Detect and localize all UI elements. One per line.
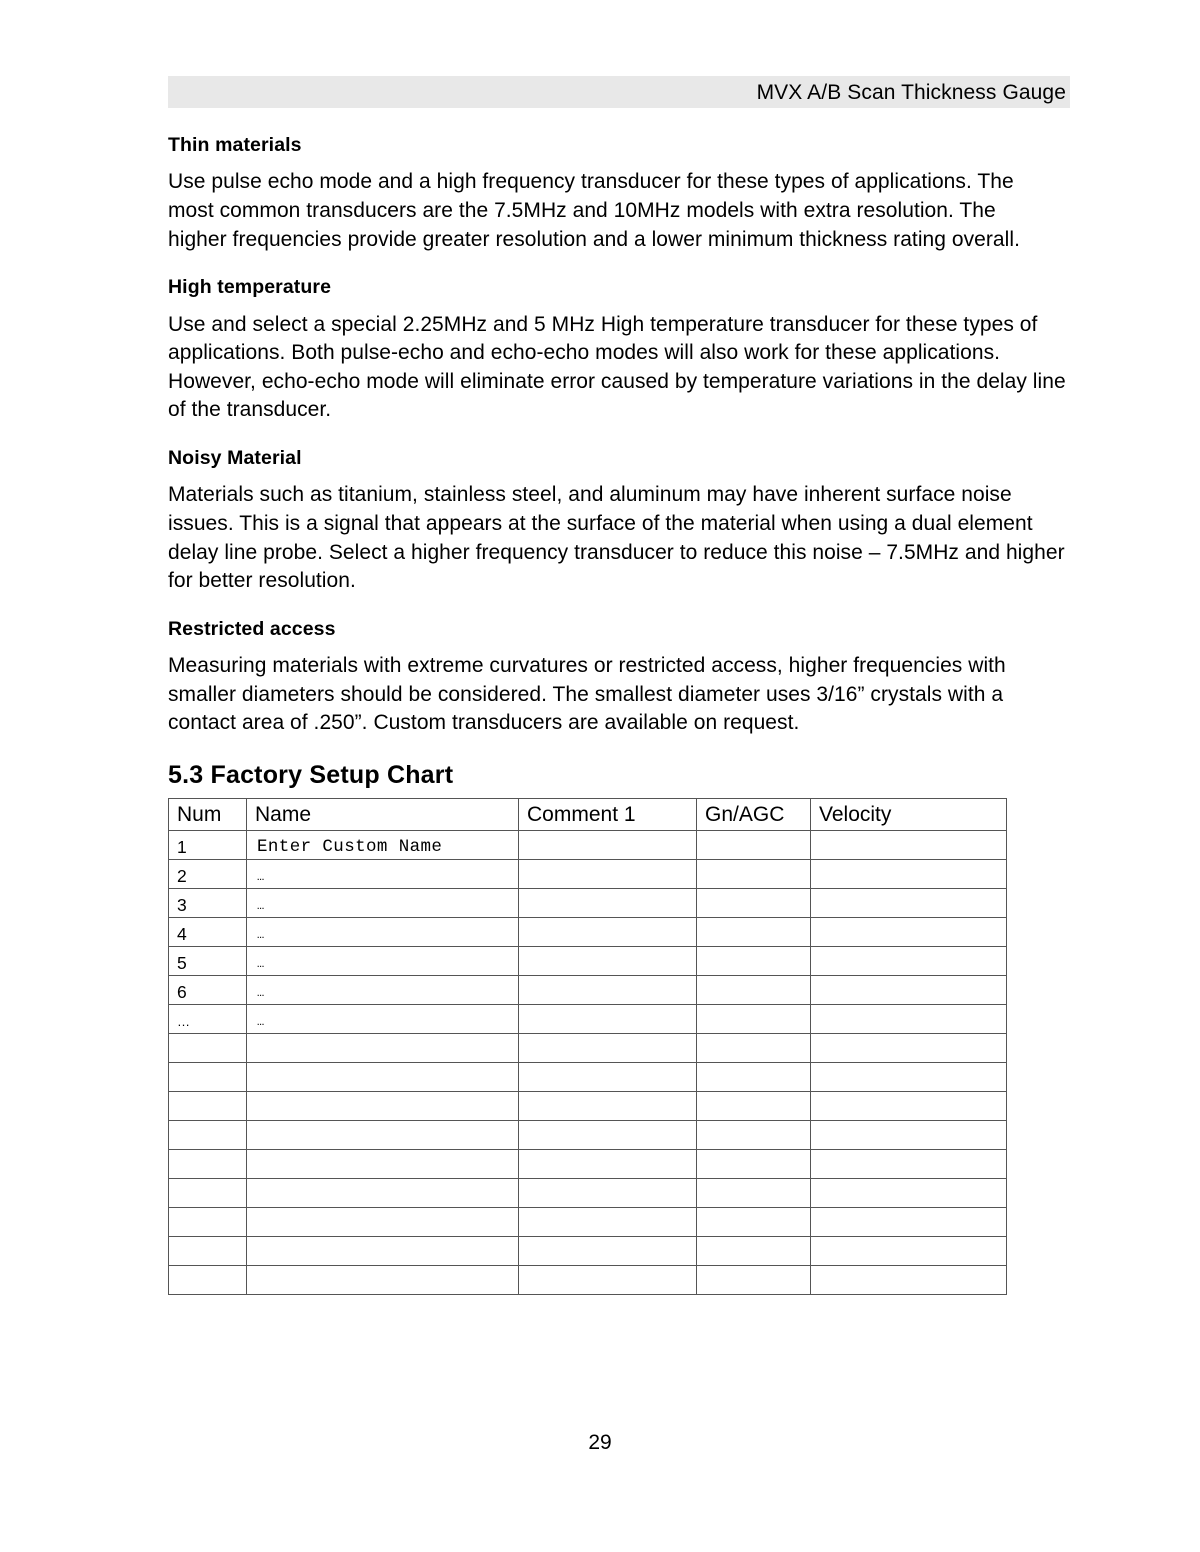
table-cell-num-value: 2 (177, 865, 187, 886)
table-cell-velocity[interactable] (811, 1092, 1007, 1121)
table-cell-velocity[interactable] (811, 1208, 1007, 1237)
table-cell-num-value: 4 (177, 923, 187, 944)
table-header-label-name: Name (255, 803, 312, 826)
table-cell-gn-agc[interactable] (697, 1005, 811, 1034)
table-cell-name[interactable] (247, 1208, 519, 1237)
table-cell-gn-agc[interactable] (697, 976, 811, 1005)
paragraph-noisy-material: Materials such as titanium, stainless steel, and aluminum may have inherent surface noise issues. This is a signal that appears at the surface of the material when using a dual element delay line probe. Select a higher frequency transducer to reduce this noise – 7.5MHz and higher for better resolution. (168, 483, 1065, 593)
table-row (169, 1005, 1007, 1034)
table-cell-name[interactable] (247, 1063, 519, 1092)
table-header-label-velocity: Velocity (819, 803, 892, 826)
table-cell-name[interactable] (247, 1237, 519, 1266)
table-cell-num[interactable] (169, 947, 247, 976)
table-cell-name-value: … (257, 1015, 265, 1029)
paragraph-restricted-access: Measuring materials with extreme curvatures or restricted access, higher frequencies with smaller diameters should be considered. The smallest diameter uses 3/16” crystals with a contact area of .250”. Custom transducers are available on request. (168, 654, 1006, 735)
table-cell-num[interactable] (169, 1092, 247, 1121)
table-header-row (169, 799, 1007, 831)
table-cell-velocity[interactable] (811, 889, 1007, 918)
table-cell-name-value (247, 1293, 518, 1294)
table-cell-velocity[interactable] (811, 918, 1007, 947)
table-row (169, 889, 1007, 918)
table-cell-gn-agc[interactable] (697, 1237, 811, 1266)
heading-high-temperature: High temperature (168, 276, 332, 299)
table-cell-velocity[interactable] (811, 976, 1007, 1005)
table-cell-velocity[interactable] (811, 860, 1007, 889)
paragraph-high-temperature: Use and select a special 2.25MHz and 5 MHz High temperature transducer for these types of applications. Both pulse-echo and echo-echo modes will also work for these applications. However, echo-echo mode will eliminate error caused by temperature variations in the delay line of the transducer. (168, 312, 1066, 422)
table-cell-velocity[interactable] (811, 831, 1007, 860)
table-row (169, 1179, 1007, 1208)
table-cell-gn-agc[interactable] (697, 1266, 811, 1295)
table-cell-comment1[interactable] (519, 1063, 697, 1092)
table-cell-gn-agc[interactable] (697, 1150, 811, 1179)
table-cell-gn-agc[interactable] (697, 947, 811, 976)
table-cell-comment1[interactable] (519, 1266, 697, 1295)
table-cell-num-value: 6 (177, 981, 187, 1002)
table-cell-comment1[interactable] (519, 1092, 697, 1121)
table-row (169, 1121, 1007, 1150)
table-cell-velocity[interactable] (811, 1005, 1007, 1034)
table-header-label-num: Num (177, 803, 222, 826)
table-cell-gn-agc[interactable] (697, 831, 811, 860)
table-cell-gn-agc-value (697, 1293, 810, 1294)
table-cell-num[interactable] (169, 1179, 247, 1208)
table-cell-comment1[interactable] (519, 831, 697, 860)
table-cell-velocity[interactable] (811, 1121, 1007, 1150)
table-cell-gn-agc[interactable] (697, 889, 811, 918)
table-cell-num[interactable] (169, 918, 247, 947)
table-cell-comment1[interactable] (519, 1150, 697, 1179)
table-cell-velocity[interactable] (811, 947, 1007, 976)
table-cell-name[interactable] (247, 1092, 519, 1121)
heading-noisy-material: Noisy Material (168, 447, 302, 469)
table-cell-comment1[interactable] (519, 947, 697, 976)
table-cell-num[interactable] (169, 1150, 247, 1179)
table-header-cell-name (247, 799, 519, 831)
table-cell-comment1[interactable] (519, 1121, 697, 1150)
table-cell-gn-agc[interactable] (697, 1121, 811, 1150)
table-cell-name[interactable] (247, 831, 519, 860)
table-cell-num-value: 3 (177, 894, 187, 915)
table-cell-name[interactable] (247, 1179, 519, 1208)
page-header-title: MVX A/B Scan Thickness Gauge (756, 80, 1066, 104)
table-cell-velocity[interactable] (811, 1034, 1007, 1063)
table-cell-comment1[interactable] (519, 1179, 697, 1208)
table-cell-num[interactable] (169, 1063, 247, 1092)
table-cell-num[interactable] (169, 889, 247, 918)
table-cell-comment1[interactable] (519, 1237, 697, 1266)
table-row (169, 1208, 1007, 1237)
heading-restricted-access: Restricted access (168, 617, 336, 640)
heading-thin-materials: Thin materials (168, 134, 302, 156)
table-row (169, 1092, 1007, 1121)
table-header-label-comment1: Comment 1 (527, 803, 636, 826)
table-cell-gn-agc[interactable] (697, 1208, 811, 1237)
table-row (169, 1063, 1007, 1092)
table-cell-name-value: … (257, 928, 265, 942)
table-cell-gn-agc[interactable] (697, 1179, 811, 1208)
table-cell-num-value (169, 1293, 246, 1294)
table-cell-name[interactable] (247, 976, 519, 1005)
table-cell-num[interactable] (169, 1266, 247, 1295)
table-cell-name[interactable] (247, 1121, 519, 1150)
table-header-cell-gn-agc (697, 799, 811, 831)
table-cell-comment1[interactable] (519, 1034, 697, 1063)
table-cell-comment1[interactable] (519, 860, 697, 889)
table-cell-name[interactable] (247, 1266, 519, 1295)
table-cell-num[interactable] (169, 976, 247, 1005)
table-row (169, 947, 1007, 976)
table-cell-num[interactable] (169, 860, 247, 889)
table-cell-name-value: … (257, 899, 265, 913)
table-cell-name-value: … (257, 986, 265, 1000)
table-header-cell-comment1 (519, 799, 697, 831)
table-cell-gn-agc[interactable] (697, 918, 811, 947)
page-number: 29 (588, 1431, 612, 1454)
table-header-cell-num (169, 799, 247, 831)
table-cell-gn-agc[interactable] (697, 1092, 811, 1121)
table-cell-name[interactable] (247, 918, 519, 947)
table-cell-comment1-value (519, 1293, 696, 1294)
section-heading-factory-setup-chart: 5.3 Factory Setup Chart (168, 761, 454, 789)
table-cell-velocity[interactable] (811, 1063, 1007, 1092)
table-cell-name[interactable] (247, 1005, 519, 1034)
page-content (168, 134, 1066, 1295)
table-cell-num[interactable] (169, 1034, 247, 1063)
table-cell-num-value: 5 (177, 952, 187, 973)
page-header-band (168, 76, 1070, 108)
table-cell-comment1[interactable] (519, 918, 697, 947)
table-cell-name-value: … (257, 957, 265, 971)
table-cell-name[interactable] (247, 1034, 519, 1063)
table-cell-name[interactable] (247, 860, 519, 889)
table-row (169, 831, 1007, 860)
factory-setup-table-body (169, 831, 1007, 1295)
table-cell-num[interactable] (169, 1121, 247, 1150)
table-cell-name[interactable] (247, 889, 519, 918)
table-row (169, 1237, 1007, 1266)
table-cell-num[interactable] (169, 1237, 247, 1266)
table-cell-velocity[interactable] (811, 1237, 1007, 1266)
table-cell-comment1[interactable] (519, 1208, 697, 1237)
table-cell-num[interactable] (169, 1208, 247, 1237)
table-cell-gn-agc[interactable] (697, 1063, 811, 1092)
table-cell-name-value: Enter Custom Name (257, 836, 443, 857)
factory-setup-table (168, 798, 1007, 1295)
table-row (169, 1150, 1007, 1179)
table-cell-comment1[interactable] (519, 1005, 697, 1034)
paragraph-thin-materials: Use pulse echo mode and a high frequency transducer for these types of applications. The most common transducers are the 7.5MHz and 10MHz models with extra resolution. The higher frequencies provide greater resolution and a lower minimum thickness rating overall. (168, 170, 1020, 251)
table-cell-velocity-value (811, 1293, 1006, 1294)
table-cell-velocity[interactable] (811, 1179, 1007, 1208)
table-row (169, 918, 1007, 947)
table-cell-num-value: 1 (177, 836, 187, 857)
table-cell-gn-agc[interactable] (697, 1034, 811, 1063)
table-header-cell-velocity (811, 799, 1007, 831)
table-cell-comment1[interactable] (519, 976, 697, 1005)
table-cell-num-value: … (177, 1014, 190, 1029)
table-header-label-gn-agc: Gn/AGC (705, 803, 785, 826)
table-row (169, 860, 1007, 889)
table-row (169, 1034, 1007, 1063)
table-cell-velocity[interactable] (811, 1150, 1007, 1179)
table-cell-name[interactable] (247, 947, 519, 976)
table-cell-gn-agc[interactable] (697, 860, 811, 889)
table-cell-name[interactable] (247, 1150, 519, 1179)
table-cell-num[interactable] (169, 831, 247, 860)
table-cell-num[interactable] (169, 1005, 247, 1034)
table-cell-velocity[interactable] (811, 1266, 1007, 1295)
table-cell-name-value: … (257, 870, 265, 884)
table-row (169, 1266, 1007, 1295)
table-row (169, 976, 1007, 1005)
table-cell-comment1[interactable] (519, 889, 697, 918)
